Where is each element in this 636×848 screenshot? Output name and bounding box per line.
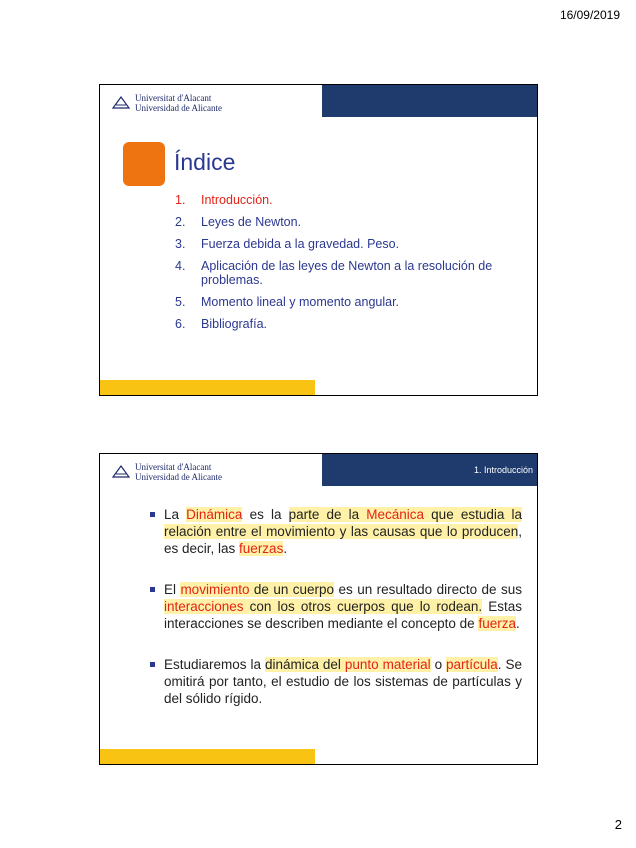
bullet-square-icon xyxy=(150,587,155,592)
university-logo xyxy=(112,462,222,482)
university-logo-icon xyxy=(112,95,130,109)
university-name-valencian: Universitat d'Alacant xyxy=(135,462,212,472)
footer-band xyxy=(100,749,315,764)
slide-title: Índice xyxy=(174,149,236,175)
index-item-bibliografia: 6. Bibliografía. xyxy=(175,317,268,331)
slide-index xyxy=(99,84,538,396)
slide-introduccion xyxy=(99,453,538,765)
index-item-leyes-newton: 2. Leyes de Newton. xyxy=(175,215,302,229)
bullet-estudiaremos: Estudiaremos la dinámica del punto material o partícula. Se omitirá por tanto, el estudio de los sistemas de partículas y del sólido rígido. xyxy=(150,656,522,707)
section-tag: 1. Introducción xyxy=(473,465,533,475)
index-list xyxy=(175,193,530,339)
page-date: 16/09/2019 xyxy=(559,8,620,22)
index-item-introduccion: 1. Introducción. xyxy=(175,193,273,207)
bullet-movimiento: El movimiento de un cuerpo es un resultado directo de sus interacciones con los otros cuerpos que lo rodean. Estas interacciones se describen mediante el concepto de fuerza. xyxy=(150,581,522,632)
bullet-square-icon xyxy=(150,662,155,667)
index-item-momento: 5. Momento lineal y momento angular. xyxy=(175,295,400,309)
page-number: 2 xyxy=(614,817,622,832)
header-band xyxy=(322,454,537,486)
title-accent-square xyxy=(123,142,165,186)
footer-band xyxy=(100,380,315,395)
index-item-aplicacion-leyes: 4. Aplicación de las leyes de Newton a la resolución de problemas. xyxy=(175,259,493,287)
university-logo xyxy=(112,93,222,113)
university-name-valencian: Universitat d'Alacant xyxy=(135,93,212,103)
university-name-spanish: Universidad de Alicante xyxy=(135,103,222,113)
bullet-square-icon xyxy=(150,512,155,517)
bullet-list xyxy=(150,506,522,731)
university-name-spanish: Universidad de Alicante xyxy=(135,472,222,482)
bullet-dinamica: La Dinámica es la parte de la Mecánica que estudia la relación entre el movimiento y las causas que lo producen, es decir, las fuerzas. xyxy=(150,506,522,557)
index-item-fuerza-gravedad: 3. Fuerza debida a la gravedad. Peso. xyxy=(175,237,400,251)
university-logo-icon xyxy=(112,464,130,478)
header-band xyxy=(322,85,537,117)
